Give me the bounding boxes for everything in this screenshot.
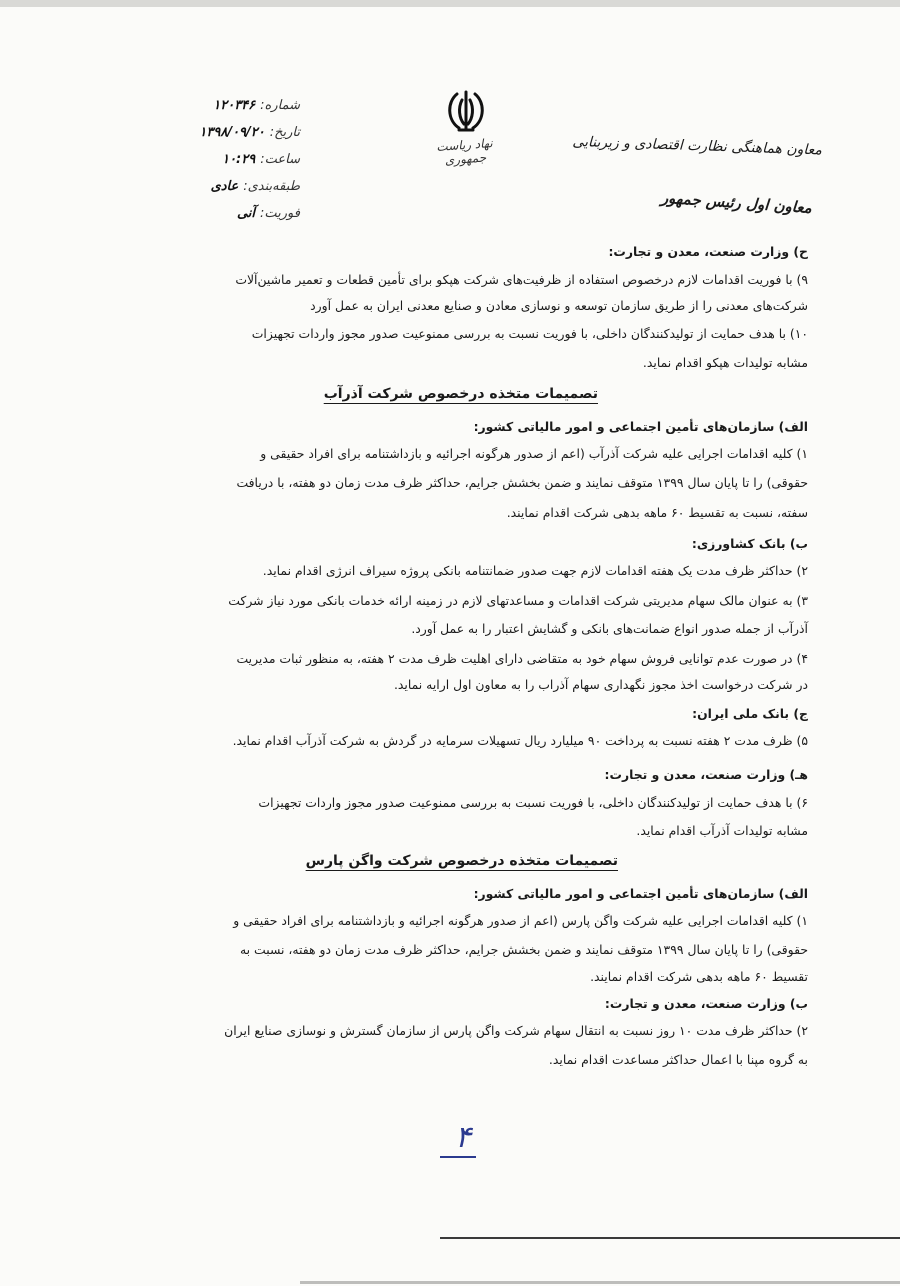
- section-heading: ح) وزارت صنعت، معدن و تجارت:: [608, 244, 808, 259]
- letter-time-label: ساعت:: [260, 152, 300, 167]
- item-10-line-2: مشابه تولیدات هپکو اقدام نماید.: [642, 355, 808, 370]
- wagon-item-1-line-3: تقسیط ۶۰ ماهه بدهی شرکت اقدام نمایند.: [590, 969, 808, 984]
- letter-date-row: [190, 125, 300, 152]
- priority-label: فوریت:: [260, 206, 300, 221]
- page-number: ۴: [455, 1120, 472, 1155]
- letter-number-value: ۱۲۰۳۴۶: [213, 98, 256, 113]
- section-title-azarab: تصمیمات متخذه درخصوص شرکت آذرآب: [323, 386, 598, 402]
- item-2-line-1: ۲) حداکثر ظرف مدت یک هفته اقدامات لازم جهت صدور ضمانتنامه بانکی پروژه سیراف انرژی اقدام نماید.: [262, 563, 808, 578]
- item-1-line-3: سفته، نسبت به تقسیط ۶۰ ماهه بدهی شرکت اقدام نمایند.: [506, 505, 808, 520]
- classification-row: [190, 179, 300, 206]
- letter-number-label: شماره:: [260, 98, 300, 113]
- item-4-line-2: در شرکت درخواست اخذ مجوز نگهداری سهام آذراب را به معاون اول ارایه نماید.: [393, 677, 808, 692]
- section-heading: ب) بانک کشاورزی:: [691, 536, 808, 551]
- issuing-office-line1: معاون هماهنگی نظارت اقتصادی و زیربنایی: [572, 133, 823, 159]
- section-heading: الف) سازمان‌های تأمین اجتماعی و امور مالیاتی کشور:: [473, 886, 808, 901]
- section-heading: ج) بانک ملی ایران:: [692, 706, 808, 721]
- item-3-line-2: آذرآب از جمله صدور انواع ضمانت‌های بانکی و گشایش اعتبار را به عمل آورد.: [411, 621, 808, 636]
- scan-edge-bottom: [440, 1237, 900, 1239]
- office-seal: نهاد ریاست جمهوری: [435, 136, 494, 168]
- wagon-item-1-line-1: ۱) کلیه اقدامات اجرایی علیه شرکت واگن پارس (اعم از صدور هرگونه اجرائیه و بازداشتنامه برای افراد حقیقی و: [233, 913, 808, 928]
- priority-row: [190, 206, 300, 233]
- letter-metadata: [190, 98, 300, 233]
- letter-time-row: [190, 152, 300, 179]
- item-5-line-1: ۵) ظرف مدت ۲ هفته نسبت به پرداخت ۹۰ میلیارد ریال تسهیلات سرمایه در گردش به شرکت آذرآب اقدام نماید.: [232, 733, 808, 748]
- priority-value: آنی: [236, 206, 256, 221]
- iran-emblem-icon: [443, 88, 489, 134]
- issuing-office-line2: معاون اول رئیس جمهور: [660, 188, 813, 218]
- page-number-underline: [440, 1156, 476, 1158]
- letter-date-value: ۱۳۹۸/۰۹/۲۰: [199, 125, 265, 140]
- section-heading: ب) وزارت صنعت، معدن و تجارت:: [604, 996, 808, 1011]
- item-6-line-2: مشابه تولیدات آذرآب اقدام نماید.: [636, 823, 808, 838]
- letter-date-label: تاریخ:: [269, 125, 300, 140]
- scan-edge-bottom-shadow: [300, 1281, 900, 1284]
- wagon-item-2-line-1: ۲) حداکثر ظرف مدت ۱۰ روز نسبت به انتقال سهام شرکت واگن پارس از سازمان گسترش و نوسازی صنایع ایران: [224, 1023, 808, 1038]
- item-9-line-2: شرکت‌های معدنی را از طریق سازمان توسعه و نوسازی معادن و صنایع معدنی ایران به عمل آورد: [310, 298, 808, 313]
- classification-label: طبقه‌بندی:: [243, 179, 300, 194]
- item-1-line-1: ۱) کلیه اقدامات اجرایی علیه شرکت آذرآب (اعم از صدور هرگونه اجرائیه و بازداشتنامه برای افراد حقیقی و: [260, 446, 808, 461]
- item-10-line-1: ۱۰) با هدف حمایت از تولیدکنندگان داخلی، با فوریت نسبت به بررسی ممنوعیت صدور مجوز واردات تجهیزات: [251, 326, 808, 341]
- section-heading: هـ) وزارت صنعت، معدن و تجارت:: [604, 767, 808, 782]
- item-1-line-2: حقوقی) را تا پایان سال ۱۳۹۹ متوقف نمایند و ضمن بخشش جرایم، حداکثر ظرف مدت زمان دو هفته، با دریافت: [236, 475, 808, 490]
- wagon-item-2-line-2: به گروه مپنا با اعمال حداکثر مساعدت اقدام نماید.: [548, 1052, 808, 1067]
- letter-number-row: [190, 98, 300, 125]
- item-9-line-1: ۹) با فوریت اقدامات لازم درخصوص استفاده از ظرفیت‌های شرکت هپکو برای تأمین قطعات و تعمیر ماشین‌آلات: [235, 272, 808, 287]
- scan-edge-top: [0, 0, 900, 7]
- item-6-line-1: ۶) با هدف حمایت از تولیدکنندگان داخلی، با فوریت نسبت به بررسی ممنوعیت صدور مجوز واردات تجهیزات: [258, 795, 808, 810]
- letter-time-value: ۱۰:۲۹: [222, 152, 256, 167]
- section-heading: الف) سازمان‌های تأمین اجتماعی و امور مالیاتی کشور:: [473, 419, 808, 434]
- classification-value: عادی: [210, 179, 239, 194]
- wagon-item-1-line-2: حقوقی) را تا پایان سال ۱۳۹۹ متوقف نمایند و ضمن بخشش جرایم، حداکثر ظرف مدت زمان دو هفته، نسبت به: [240, 942, 808, 957]
- item-4-line-1: ۴) در صورت عدم توانایی فروش سهام خود به متقاضی دارای اهلیت ظرف مدت ۲ هفته، به منظور ثبات مدیریت: [236, 651, 808, 666]
- item-3-line-1: ۳) به عنوان مالک سهام مدیریتی شرکت اقدامات و مساعدتهای لازم در زمینه ارائه خدمات بانکی مورد نیاز شرکت: [228, 593, 808, 608]
- section-title-wagon-pars: تصمیمات متخذه درخصوص شرکت واگن پارس: [305, 853, 618, 869]
